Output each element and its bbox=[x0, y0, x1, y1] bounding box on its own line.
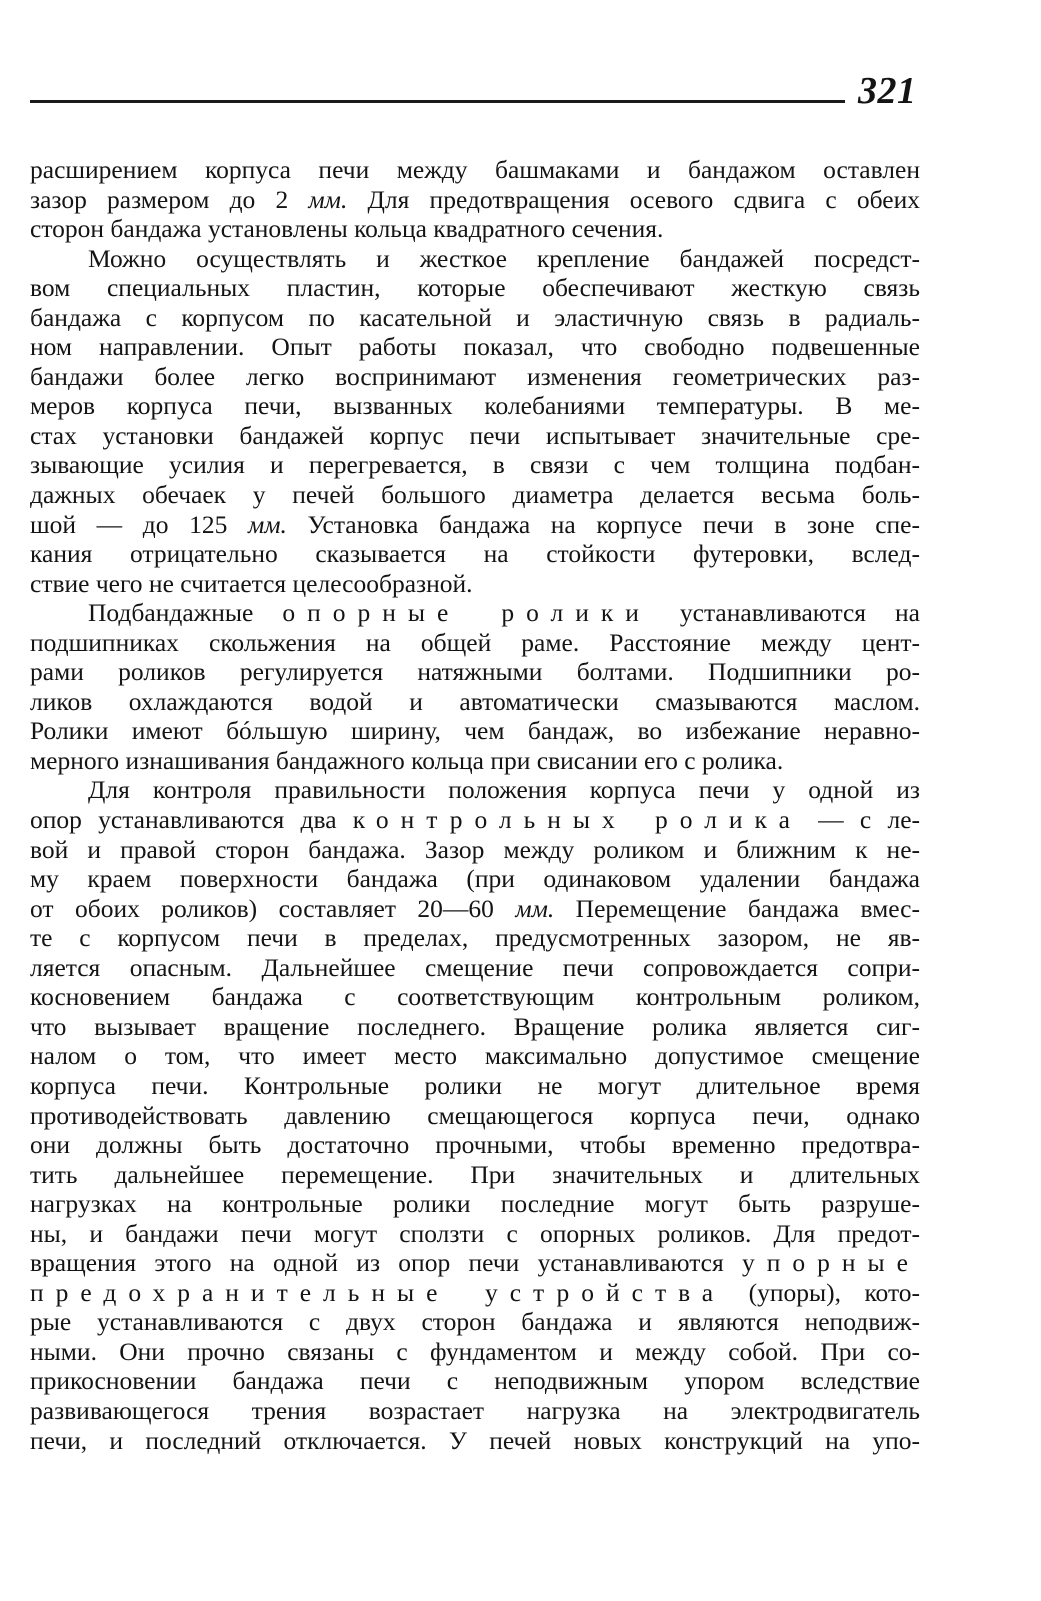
text-run: ными. Они прочно связаны с фундаментом и между собой. При со- bbox=[30, 1336, 920, 1366]
text-line bbox=[30, 244, 920, 274]
header-rule bbox=[30, 100, 845, 103]
text-line bbox=[30, 1337, 920, 1367]
text-line bbox=[30, 273, 920, 303]
text-run: устанавливаются на bbox=[650, 598, 920, 628]
text-line bbox=[30, 1278, 920, 1308]
text-run: нагрузках на контрольные ролики последние могут быть разруше- bbox=[30, 1189, 920, 1219]
text-line bbox=[30, 1426, 920, 1456]
text-line bbox=[30, 628, 920, 658]
text-line bbox=[30, 569, 920, 599]
text-run: они должны быть достаточно прочными, чтобы временно предотвра- bbox=[30, 1130, 920, 1160]
text-run: те с корпусом печи в пределах, предусмотренных зазором, не яв- bbox=[30, 923, 920, 953]
text-run: мерного изнашивания бандажного кольца при свисании его с ролика. bbox=[30, 745, 784, 775]
text-line bbox=[30, 539, 920, 569]
text-run: ствие чего не считается целесообразной. bbox=[30, 568, 473, 598]
text-run: вращения этого на одной из опор печи устанавливаются bbox=[30, 1248, 742, 1278]
text-run: что вызывает вращение последнего. Вращение ролика является сиг- bbox=[30, 1011, 920, 1041]
text-line bbox=[30, 835, 920, 865]
text-line bbox=[30, 1012, 920, 1042]
text-run: вой и правой сторон бандажа. Зазор между роликом и ближним к не- bbox=[30, 834, 920, 864]
text-run: сторон бандажа установлены кольца квадратного сечения. bbox=[30, 214, 664, 244]
text-run: зывающие усилия и перегревается, в связи с чем толщина подбан- bbox=[30, 450, 920, 480]
text-line bbox=[30, 1219, 920, 1249]
text-line bbox=[30, 923, 920, 953]
text-run: зазор размером до 2 bbox=[30, 184, 309, 214]
text-run: бандажи более легко воспринимают изменения геометрических раз- bbox=[30, 361, 920, 391]
text-line bbox=[30, 1307, 920, 1337]
text-line bbox=[30, 1041, 920, 1071]
text-run: кания отрицательно сказывается на стойкости футеровки, вслед- bbox=[30, 539, 920, 569]
text-run: опор устанавливаются два bbox=[30, 805, 353, 835]
text-line bbox=[30, 1101, 920, 1131]
text-line bbox=[30, 421, 920, 451]
text-run: рые устанавливаются с двух сторон бандажа и являются неподвиж- bbox=[30, 1307, 920, 1337]
text-run: ляется опасным. Дальнейшее смещение печи сопровождается сопри- bbox=[30, 952, 920, 982]
text-run: ном направлении. Опыт работы показал, что свободно подвешенные bbox=[30, 332, 920, 362]
text-line bbox=[30, 805, 920, 835]
text-line bbox=[30, 155, 920, 185]
text-line bbox=[30, 362, 920, 392]
italic-unit: мм. bbox=[247, 509, 287, 539]
text-line bbox=[30, 332, 920, 362]
page-number: 321 bbox=[858, 70, 917, 112]
text-line bbox=[30, 1130, 920, 1160]
text-run: косновением бандажа с соответствующим контрольным роликом, bbox=[30, 982, 920, 1012]
text-line bbox=[30, 450, 920, 480]
text-run: ны, и бандажи печи могут сползти с опорных роликов. Для предот- bbox=[30, 1218, 920, 1248]
italic-unit: мм. bbox=[308, 184, 348, 214]
text-run: — с ле- bbox=[801, 805, 921, 835]
text-run: корпуса печи. Контрольные ролики не могут длительное время bbox=[30, 1070, 920, 1100]
text-run: му краем поверхности бандажа (при одинаковом удалении бандажа bbox=[30, 864, 920, 894]
spaced-term: предохранительные устройства bbox=[30, 1277, 726, 1307]
text-run: дажных обечаек у печей большого диаметра делается весьма боль- bbox=[30, 480, 920, 510]
text-run: подшипниках скольжения на общей раме. Расстояние между цент- bbox=[30, 627, 920, 657]
text-run: Можно осуществлять и жесткое крепление бандажей посредст- bbox=[88, 243, 920, 273]
text-run: расширением корпуса печи между башмаками и бандажом оставлен bbox=[30, 155, 920, 184]
text-run: налом о том, что имеет место максимально допустимое смещение bbox=[30, 1041, 920, 1071]
text-run: ликов охлаждаются водой и автоматически смазываются маслом. bbox=[30, 686, 920, 716]
text-run: Для контроля правильности положения корпуса печи у одной из bbox=[88, 775, 920, 805]
italic-unit: мм. bbox=[515, 893, 555, 923]
text-line bbox=[30, 303, 920, 333]
spaced-term: упорные bbox=[742, 1248, 920, 1278]
text-run: Подбандажные bbox=[88, 598, 283, 628]
text-line bbox=[30, 894, 920, 924]
text-line bbox=[30, 746, 920, 776]
text-run: стах установки бандажей корпус печи испытывает значительные сре- bbox=[30, 420, 920, 450]
text-line bbox=[30, 1071, 920, 1101]
text-line bbox=[30, 214, 920, 244]
text-run: от обоих роликов) составляет 20—60 bbox=[30, 893, 516, 923]
text-line bbox=[30, 775, 920, 805]
text-run: тить дальнейшее перемещение. При значительных и длительных bbox=[30, 1159, 920, 1189]
text-line bbox=[30, 716, 920, 746]
text-run: рами роликов регулируется натяжными болтами. Подшипники ро- bbox=[30, 657, 920, 687]
text-run: Для предотвращения осевого сдвига с обеих bbox=[347, 184, 920, 214]
text-line bbox=[30, 687, 920, 717]
text-line bbox=[30, 1189, 920, 1219]
text-line bbox=[30, 510, 920, 540]
text-line bbox=[30, 1396, 920, 1426]
body-text bbox=[30, 155, 920, 1455]
text-line bbox=[30, 598, 920, 628]
text-run: противодействовать давлению смещающегося корпуса печи, однако bbox=[30, 1100, 920, 1130]
text-run: прикосновении бандажа печи с неподвижным упором вследствие bbox=[30, 1366, 920, 1396]
text-run: меров корпуса печи, вызванных колебаниями температуры. В ме- bbox=[30, 391, 920, 421]
text-line bbox=[30, 953, 920, 983]
text-run: Установка бандажа на корпусе печи в зоне спе- bbox=[286, 509, 920, 539]
spaced-term: опорные ролики bbox=[282, 598, 651, 628]
text-line bbox=[30, 1366, 920, 1396]
text-line bbox=[30, 864, 920, 894]
text-run: вом специальных пластин, которые обеспечивают жесткую связь bbox=[30, 273, 920, 303]
text-line bbox=[30, 391, 920, 421]
text-run: бандажа с корпусом по касательной и эластичную связь в радиаль- bbox=[30, 302, 920, 332]
text-run: печи, и последний отключается. У печей новых конструкций на упо- bbox=[30, 1425, 920, 1455]
text-line bbox=[30, 982, 920, 1012]
text-line bbox=[30, 1248, 920, 1278]
spaced-term: контрольных ролика bbox=[352, 805, 802, 835]
text-run: Ролики имеют бóльшую ширину, чем бандаж, во избежание неравно- bbox=[30, 716, 920, 746]
text-run: развивающегося трения возрастает нагрузка на электродвигатель bbox=[30, 1395, 920, 1425]
text-run: шой — до 125 bbox=[30, 509, 248, 539]
text-line bbox=[30, 185, 920, 215]
text-line bbox=[30, 480, 920, 510]
text-run: Перемещение бандажа вмес- bbox=[554, 893, 920, 923]
text-run: (упоры), кото- bbox=[725, 1277, 920, 1307]
text-line bbox=[30, 657, 920, 687]
text-line bbox=[30, 1160, 920, 1190]
